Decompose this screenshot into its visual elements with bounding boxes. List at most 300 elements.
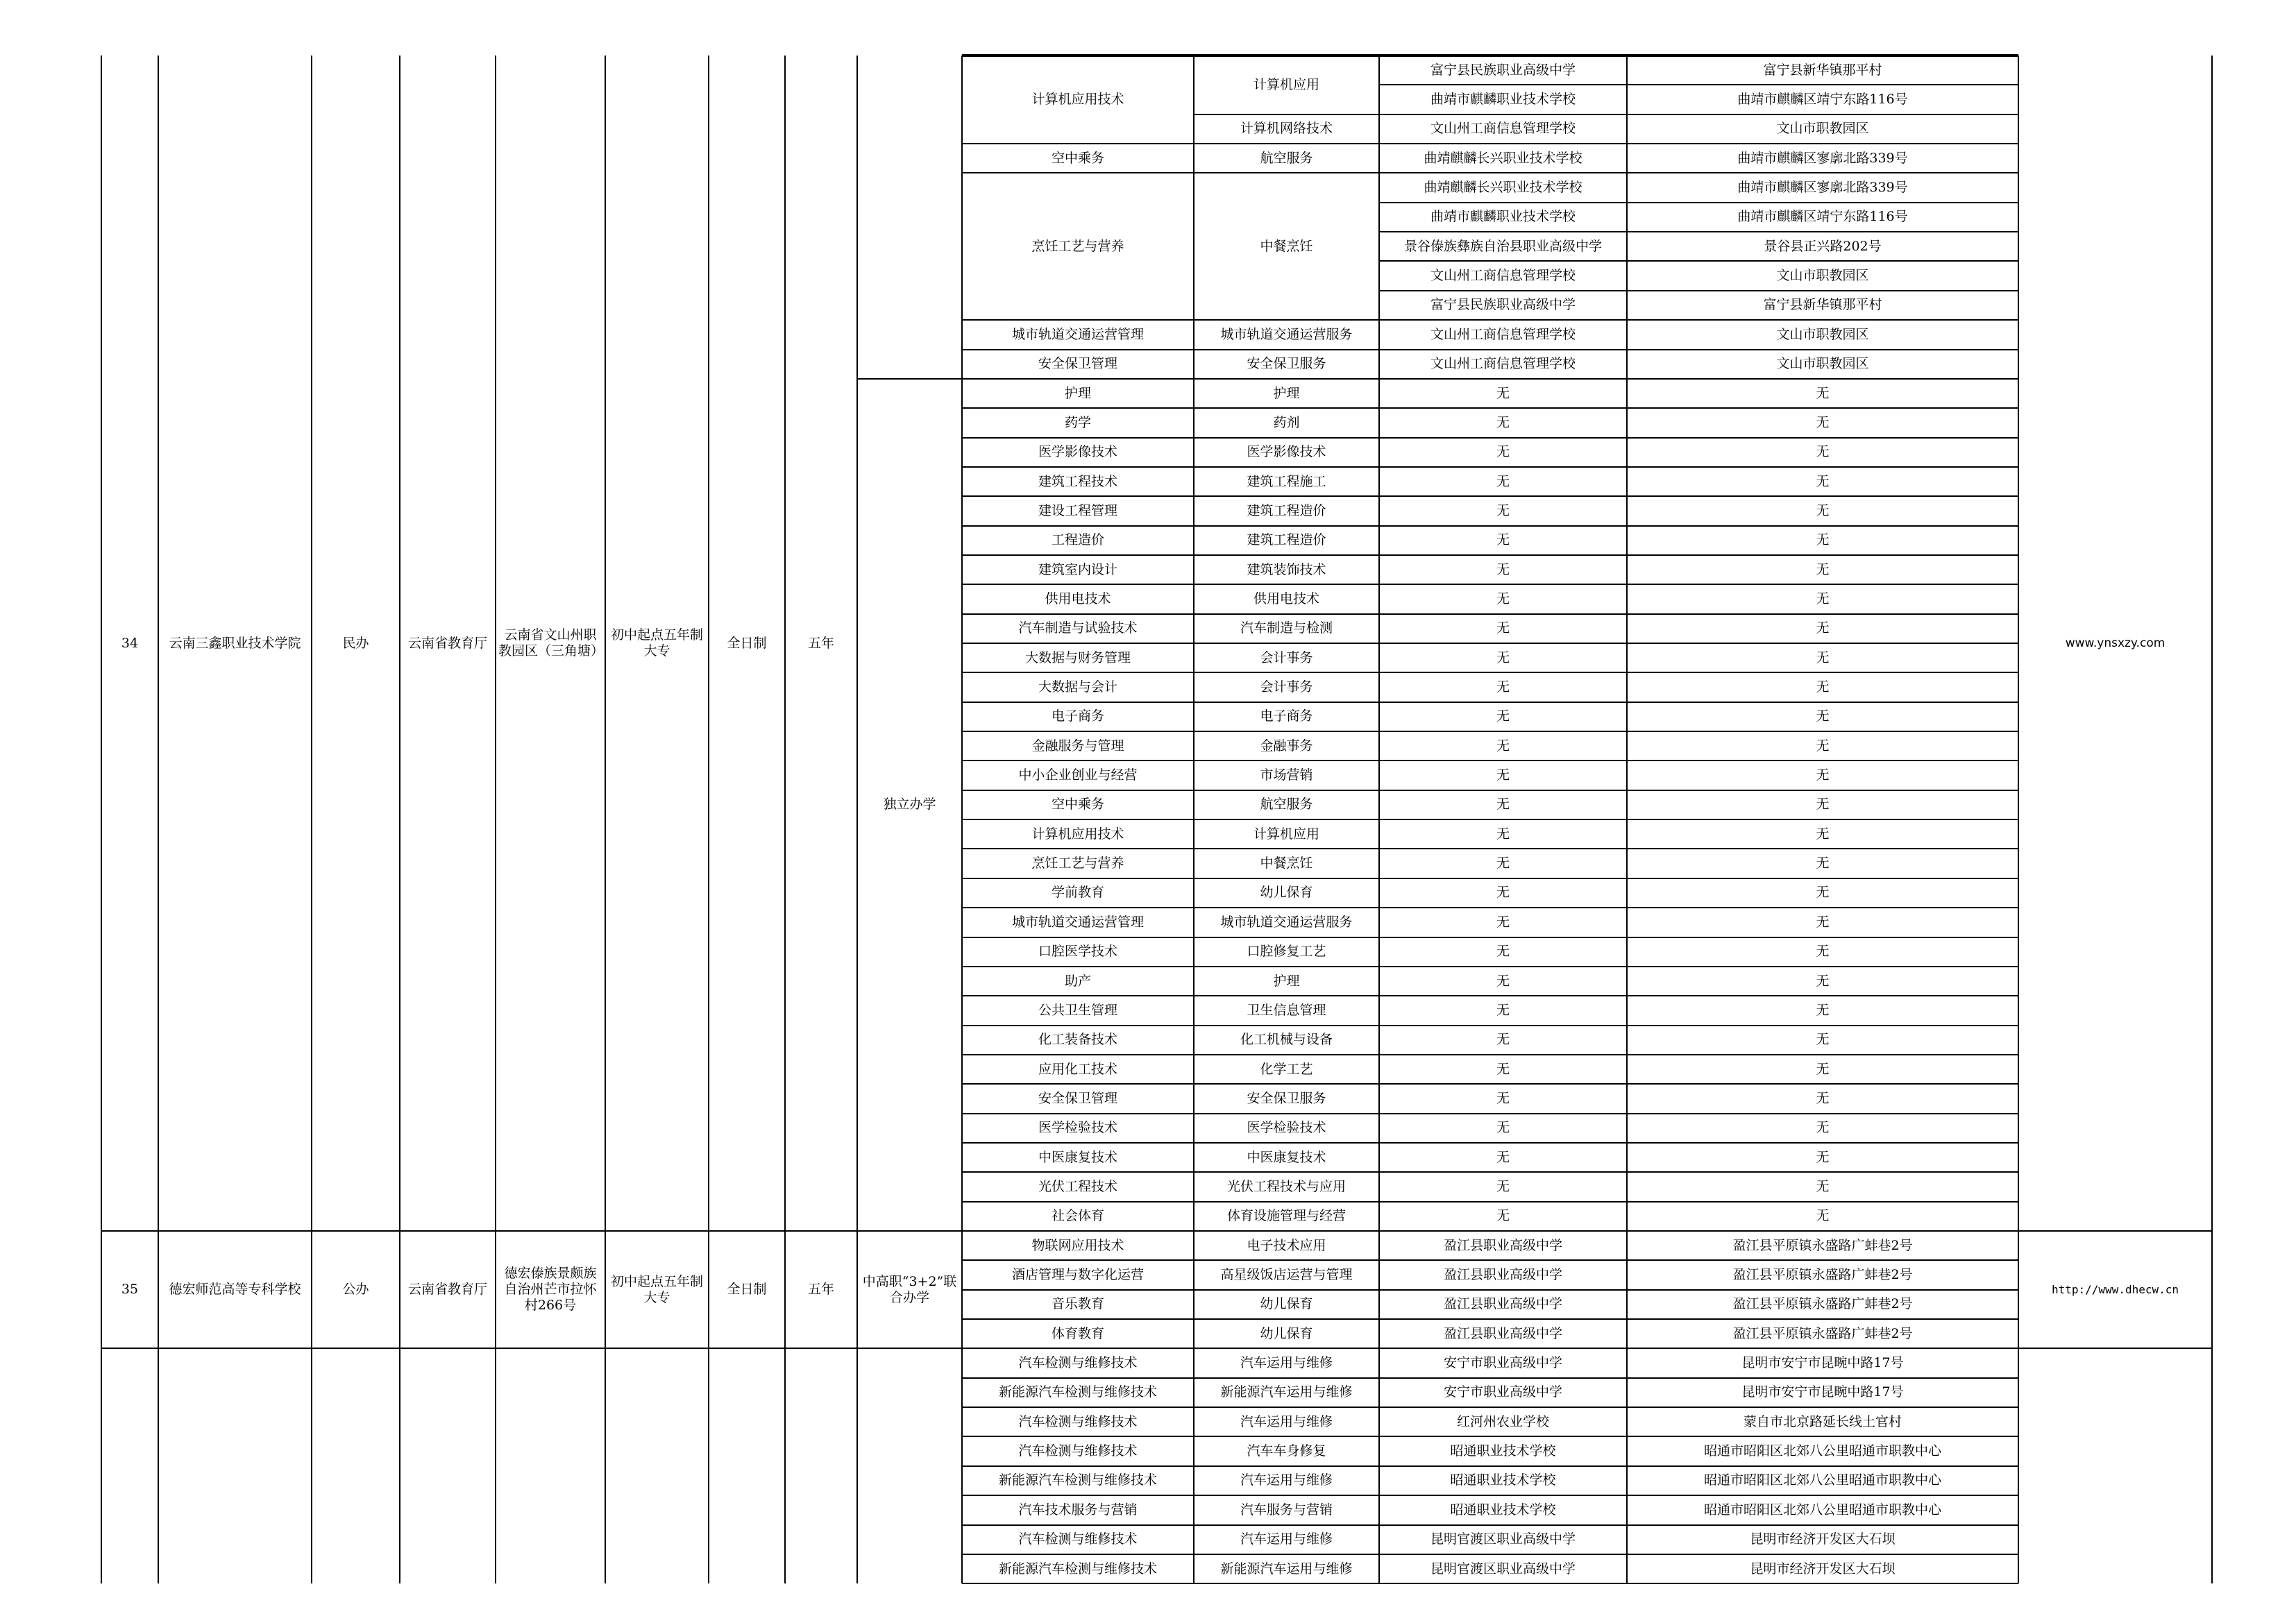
table-rule xyxy=(1626,56,1628,1583)
partner-address-cell: 无 xyxy=(1816,1061,1830,1077)
table-rule xyxy=(1379,1348,2018,1349)
major-cell: 空中乘务 xyxy=(1051,797,1104,813)
table-rule xyxy=(962,1524,1194,1526)
partner-school-cell: 无 xyxy=(1496,1178,1510,1194)
partner-address-cell: 无 xyxy=(1816,532,1830,548)
table-rule xyxy=(962,554,1194,556)
table-rule xyxy=(399,56,400,1583)
partner-address-cell: 富宁县新华镇那平村 xyxy=(1763,297,1882,313)
table-rule xyxy=(1379,143,2018,144)
school-mode-cell xyxy=(709,1348,785,1583)
secondary-major-cell: 中餐烹饪 xyxy=(1260,856,1313,872)
table-rule xyxy=(1379,1201,2018,1203)
major-cell: 学前教育 xyxy=(1051,885,1104,901)
table-rule xyxy=(1379,319,2018,321)
table-rule xyxy=(962,702,1194,703)
table-rule xyxy=(962,966,1194,967)
school-level-cell: 初中起点五年制大专 xyxy=(610,1273,703,1305)
partner-address-cell: 文山市职教园区 xyxy=(1776,268,1869,284)
secondary-major-cell: 新能源汽车运用与维修 xyxy=(1220,1384,1353,1400)
secondary-major-cell: 幼儿保育 xyxy=(1260,885,1313,901)
table-rule xyxy=(1194,114,1379,115)
table-rule xyxy=(962,1201,1194,1203)
secondary-major-cell: 体育设施管理与经营 xyxy=(1226,1208,1346,1224)
partner-address-cell: 无 xyxy=(1816,1002,1830,1018)
secondary-major-cell: 建筑工程造价 xyxy=(1247,532,1326,548)
major-cell: 光伏工程技术 xyxy=(1038,1178,1117,1194)
secondary-major-cell: 新能源汽车运用与维修 xyxy=(1220,1561,1353,1577)
secondary-major-cell: 市场营销 xyxy=(1260,767,1313,783)
table-rule xyxy=(962,1259,1194,1261)
table-rule xyxy=(961,56,963,1583)
major-cell: 中小企业创业与经营 xyxy=(1018,767,1138,783)
table-rule xyxy=(962,319,1194,321)
table-rule xyxy=(1194,378,1379,380)
table-rule xyxy=(962,1554,1194,1555)
table-rule xyxy=(1378,56,1381,1583)
secondary-major-cell: 城市轨道交通运营服务 xyxy=(1220,914,1353,930)
major-cell: 安全保卫管理 xyxy=(1038,1090,1117,1106)
table-rule xyxy=(101,1348,962,1349)
partner-school-cell: 无 xyxy=(1496,826,1510,842)
partner-address-cell: 无 xyxy=(1816,797,1830,813)
major-cell: 新能源汽车检测与维修技术 xyxy=(998,1472,1157,1488)
partner-school-cell: 无 xyxy=(1496,1149,1510,1165)
secondary-major-cell: 建筑工程施工 xyxy=(1247,473,1326,489)
table-rule xyxy=(962,378,1194,380)
partner-address-cell: 无 xyxy=(1816,1208,1830,1224)
table-rule xyxy=(1194,172,1379,173)
secondary-major-cell: 医学影像技术 xyxy=(1247,444,1326,460)
table-rule xyxy=(1379,878,2018,879)
table-rule xyxy=(1194,848,1379,849)
table-rule xyxy=(962,1054,1194,1055)
partner-school-cell: 无 xyxy=(1496,708,1510,724)
table-rule xyxy=(962,907,1194,908)
cooperation-mode-cell: 中高职“3+2”联合办学 xyxy=(862,1273,957,1305)
table-rule xyxy=(1194,878,1379,879)
school-website-cell xyxy=(2018,1348,2212,1583)
partner-address-cell: 曲靖市麒麟区寥廓北路339号 xyxy=(1737,180,1908,196)
school-no-cell: 34 xyxy=(121,635,139,651)
partner-address-cell: 无 xyxy=(1816,885,1830,901)
table-rule xyxy=(1194,1054,1379,1055)
table-rule xyxy=(1194,1201,1379,1203)
partner-school-cell: 安宁市职业高级中学 xyxy=(1443,1355,1562,1371)
secondary-major-cell: 安全保卫服务 xyxy=(1247,356,1326,372)
table-rule xyxy=(962,760,1194,761)
table-rule xyxy=(1194,1142,1379,1144)
school-name-cell xyxy=(158,1348,312,1583)
table-rule xyxy=(1194,1377,1379,1379)
major-cell: 金融服务与管理 xyxy=(1031,738,1124,754)
major-cell: 公共卫生管理 xyxy=(1038,1002,1117,1018)
partner-school-cell: 盈江县职业高级中学 xyxy=(1443,1267,1562,1283)
table-rule xyxy=(962,613,1194,615)
table-rule xyxy=(1379,1230,2018,1232)
school-no-cell xyxy=(101,1348,158,1583)
major-cell: 城市轨道交通运营管理 xyxy=(1011,326,1144,342)
table-rule xyxy=(1379,790,2018,791)
secondary-major-cell: 口腔修复工艺 xyxy=(1247,944,1326,960)
secondary-major-cell: 会计事务 xyxy=(1260,649,1313,665)
table-rule xyxy=(962,731,1194,732)
secondary-major-cell: 航空服务 xyxy=(1260,797,1313,813)
major-cell: 化工装备技术 xyxy=(1038,1032,1117,1048)
table-rule xyxy=(1379,702,2018,703)
partner-address-cell: 无 xyxy=(1816,1120,1830,1136)
table-rule xyxy=(1194,1554,1379,1555)
table-rule xyxy=(1194,466,1379,468)
table-rule xyxy=(1379,819,2018,820)
table-rule xyxy=(311,56,312,1583)
partner-school-cell: 无 xyxy=(1496,444,1510,460)
secondary-major-cell: 建筑工程造价 xyxy=(1247,502,1326,518)
table-rule xyxy=(2211,56,2213,1583)
major-cell: 大数据与财务管理 xyxy=(1024,649,1131,665)
secondary-major-cell: 汽车车身修复 xyxy=(1247,1443,1326,1459)
school-no-cell: 35 xyxy=(121,1282,139,1298)
school-authority-cell: 云南省教育厅 xyxy=(407,1282,487,1298)
school-name-cell: 德宏师范高等专科学校 xyxy=(169,1282,301,1298)
major-cell: 新能源汽车检测与维修技术 xyxy=(998,1384,1157,1400)
partner-address-cell: 无 xyxy=(1816,1090,1830,1106)
partner-school-cell: 无 xyxy=(1496,914,1510,930)
cooperation-mode-cell xyxy=(857,56,962,379)
major-cell: 建筑工程技术 xyxy=(1038,473,1117,489)
table-rule xyxy=(962,584,1194,585)
major-cell: 汽车检测与维修技术 xyxy=(1018,1355,1138,1371)
partner-school-cell: 昆明官渡区职业高级中学 xyxy=(1430,1561,1576,1577)
table-rule xyxy=(962,1171,1194,1173)
school-address-cell: 云南省文山州职教园区（三角塘） xyxy=(498,627,605,658)
partner-school-cell: 无 xyxy=(1496,502,1510,518)
partner-address-cell: 无 xyxy=(1816,444,1830,460)
table-rule xyxy=(1379,1083,2018,1085)
table-rule xyxy=(962,525,1194,527)
table-rule xyxy=(962,672,1194,673)
partner-school-cell: 安宁市职业高级中学 xyxy=(1443,1384,1562,1400)
school-duration-cell: 五年 xyxy=(807,635,834,651)
partner-address-cell: 无 xyxy=(1816,679,1830,695)
secondary-major-cell: 中餐烹饪 xyxy=(1260,238,1313,254)
partner-school-cell: 盈江县职业高级中学 xyxy=(1443,1325,1562,1341)
table-rule xyxy=(1379,1142,2018,1144)
table-rule xyxy=(1379,1171,2018,1173)
table-rule xyxy=(1379,1495,2018,1496)
table-rule xyxy=(1379,995,2018,996)
partner-address-cell: 昭通市昭阳区北郊八公里昭通市职教中心 xyxy=(1703,1502,1941,1518)
partner-school-cell: 文山州工商信息管理学校 xyxy=(1430,121,1576,137)
major-cell: 音乐教育 xyxy=(1051,1296,1104,1312)
table-rule xyxy=(1379,349,2018,350)
table-rule xyxy=(962,437,1194,439)
partner-address-cell: 无 xyxy=(1816,473,1830,489)
partner-school-cell: 无 xyxy=(1496,590,1510,606)
school-mode-cell: 全日制 xyxy=(727,635,767,651)
secondary-major-cell: 汽车运用与维修 xyxy=(1240,1355,1333,1371)
table-rule xyxy=(962,643,1194,644)
table-rule xyxy=(1379,672,2018,673)
major-cell: 建筑室内设计 xyxy=(1038,561,1117,577)
table-rule xyxy=(962,819,1194,820)
table-rule xyxy=(1194,1348,1379,1349)
partner-address-cell: 无 xyxy=(1816,1032,1830,1048)
major-cell: 体育教育 xyxy=(1051,1325,1104,1341)
table-rule xyxy=(1194,995,1379,996)
table-rule xyxy=(1379,172,2018,173)
table-rule xyxy=(1194,1171,1379,1173)
table-rule xyxy=(1379,1377,2018,1379)
school-duration-cell xyxy=(785,1348,857,1583)
major-cell: 大数据与会计 xyxy=(1038,679,1117,695)
table-rule xyxy=(962,878,1194,879)
partner-school-cell: 红河州农业学校 xyxy=(1456,1413,1549,1429)
partner-school-cell: 无 xyxy=(1496,1208,1510,1224)
secondary-major-cell: 城市轨道交通运营服务 xyxy=(1220,326,1353,342)
secondary-major-cell: 药剂 xyxy=(1273,414,1300,430)
table-rule xyxy=(962,407,1194,409)
table-rule xyxy=(1379,1113,2018,1114)
partner-address-cell: 无 xyxy=(1816,385,1830,401)
table-rule xyxy=(1379,1465,2018,1467)
partner-address-cell: 无 xyxy=(1816,561,1830,577)
table-rule xyxy=(962,1318,1194,1320)
partner-address-cell: 盈江县平原镇永盛路广蚌巷2号 xyxy=(1732,1296,1913,1312)
table-rule xyxy=(1194,937,1379,938)
major-cell: 建设工程管理 xyxy=(1038,502,1117,518)
partner-school-cell: 文山州工商信息管理学校 xyxy=(1430,326,1576,342)
table-rule xyxy=(1194,554,1379,556)
partner-address-cell: 无 xyxy=(1816,856,1830,872)
table-rule xyxy=(1379,260,2018,262)
school-level-cell xyxy=(605,1348,709,1583)
table-rule xyxy=(1379,1407,2018,1408)
table-rule xyxy=(1194,643,1379,644)
table-rule xyxy=(1194,790,1379,791)
major-cell: 社会体育 xyxy=(1051,1208,1104,1224)
partner-school-cell: 曲靖市麒麟职业技术学校 xyxy=(1430,209,1576,225)
partner-school-cell: 富宁县民族职业高级中学 xyxy=(1430,62,1576,78)
table-rule xyxy=(1194,613,1379,615)
table-rule xyxy=(962,995,1194,996)
table-rule xyxy=(1379,1259,2018,1261)
school-authority-cell xyxy=(400,1348,496,1583)
table-rule xyxy=(962,1025,1194,1026)
partner-school-cell: 文山州工商信息管理学校 xyxy=(1430,356,1576,372)
secondary-major-cell: 卫生信息管理 xyxy=(1247,1002,1326,1018)
partner-school-cell: 无 xyxy=(1496,738,1510,754)
table-rule xyxy=(1379,613,2018,615)
table-rule xyxy=(1379,114,2018,115)
secondary-major-cell: 医学检验技术 xyxy=(1247,1120,1326,1136)
secondary-major-cell: 光伏工程技术与应用 xyxy=(1226,1178,1346,1194)
table-rule xyxy=(1379,643,2018,644)
partner-address-cell: 富宁县新华镇那平村 xyxy=(1763,62,1882,78)
table-rule xyxy=(1379,554,2018,556)
secondary-major-cell: 幼儿保育 xyxy=(1260,1325,1313,1341)
secondary-major-cell: 中医康复技术 xyxy=(1247,1149,1326,1165)
school-address-cell: 德宏傣族景颇族自治州芒市拉怀村266号 xyxy=(504,1266,597,1314)
secondary-major-cell: 计算机网络技术 xyxy=(1240,121,1333,137)
table-rule xyxy=(1194,1025,1379,1026)
school-nature-cell xyxy=(312,1348,400,1583)
table-rule xyxy=(1379,495,2018,497)
partner-school-cell: 无 xyxy=(1496,561,1510,577)
major-cell: 汽车制造与试验技术 xyxy=(1018,620,1138,636)
partner-address-cell: 昭通市昭阳区北郊八公里昭通市职教中心 xyxy=(1703,1443,1941,1459)
partner-school-cell: 无 xyxy=(1496,797,1510,813)
major-cell: 安全保卫管理 xyxy=(1038,356,1117,372)
table-rule xyxy=(962,143,1194,144)
secondary-major-cell: 金融事务 xyxy=(1260,738,1313,754)
major-cell: 计算机应用技术 xyxy=(1031,92,1124,108)
table-rule xyxy=(1194,966,1379,967)
table-rule xyxy=(1379,848,2018,849)
table-rule xyxy=(1379,202,2018,203)
partner-school-cell: 无 xyxy=(1496,767,1510,783)
partner-school-cell: 无 xyxy=(1496,885,1510,901)
partner-school-cell: 曲靖麒麟长兴职业技术学校 xyxy=(1424,150,1582,166)
table-rule xyxy=(1379,378,2018,380)
partner-school-cell: 昭通职业技术学校 xyxy=(1450,1502,1556,1518)
major-cell: 新能源汽车检测与维修技术 xyxy=(998,1561,1157,1577)
partner-address-cell: 无 xyxy=(1816,738,1830,754)
secondary-major-cell: 计算机应用 xyxy=(1253,826,1319,842)
major-cell: 医学检验技术 xyxy=(1038,1120,1117,1136)
table-rule xyxy=(1379,731,2018,732)
partner-address-cell: 曲靖市麒麟区靖宁东路116号 xyxy=(1737,209,1908,225)
table-rule xyxy=(1194,731,1379,732)
partner-school-cell: 无 xyxy=(1496,532,1510,548)
table-rule xyxy=(2018,1230,2212,1232)
table-rule xyxy=(1194,349,1379,350)
secondary-major-cell: 汽车运用与维修 xyxy=(1240,1472,1333,1488)
table-rule xyxy=(962,937,1194,938)
partner-school-cell: 文山州工商信息管理学校 xyxy=(1430,268,1576,284)
school-name-cell: 云南三鑫职业技术学院 xyxy=(169,635,301,651)
table-rule xyxy=(856,56,858,1583)
table-rule xyxy=(1194,702,1379,703)
secondary-major-cell: 幼儿保育 xyxy=(1260,1296,1313,1312)
secondary-major-cell: 汽车运用与维修 xyxy=(1240,1413,1333,1429)
table-rule xyxy=(962,1230,1194,1232)
table-rule xyxy=(1194,760,1379,761)
table-rule xyxy=(1379,584,2018,585)
major-cell: 口腔医学技术 xyxy=(1038,944,1117,960)
major-cell: 应用化工技术 xyxy=(1038,1061,1117,1077)
table-rule xyxy=(1379,437,2018,439)
table-rule xyxy=(962,1083,1194,1085)
table-rule xyxy=(1379,290,2018,291)
table-rule xyxy=(605,56,606,1583)
table-rule xyxy=(962,172,1194,173)
partner-address-cell: 昆明市经济开发区大石坝 xyxy=(1750,1531,1896,1547)
secondary-major-cell: 汽车服务与营销 xyxy=(1240,1502,1333,1518)
major-cell: 护理 xyxy=(1064,385,1091,401)
table-rule xyxy=(962,1495,1194,1496)
major-cell: 汽车检测与维修技术 xyxy=(1018,1443,1138,1459)
partner-address-cell: 无 xyxy=(1816,973,1830,989)
partner-school-cell: 昭通职业技术学校 xyxy=(1450,1472,1556,1488)
secondary-major-cell: 护理 xyxy=(1273,385,1300,401)
major-cell: 汽车检测与维修技术 xyxy=(1018,1531,1138,1547)
table-rule xyxy=(101,1230,962,1232)
school-address-cell xyxy=(496,1348,605,1583)
table-rule xyxy=(1194,319,1379,321)
table-rule xyxy=(1379,907,2018,908)
partner-school-cell: 无 xyxy=(1496,1061,1510,1077)
table-rule xyxy=(1379,966,2018,967)
partner-address-cell: 景谷县正兴路202号 xyxy=(1764,238,1882,254)
secondary-major-cell: 护理 xyxy=(1273,973,1300,989)
partner-school-cell: 无 xyxy=(1496,856,1510,872)
table-rule xyxy=(1194,1289,1379,1291)
partner-address-cell: 文山市职教园区 xyxy=(1776,121,1869,137)
partner-address-cell: 无 xyxy=(1816,649,1830,665)
table-rule xyxy=(1194,1259,1379,1261)
school-website-cell: www.ynsxzy.com xyxy=(2065,636,2166,650)
partner-school-cell: 无 xyxy=(1496,385,1510,401)
table-rule xyxy=(1194,584,1379,585)
major-cell: 电子商务 xyxy=(1051,708,1104,724)
partner-address-cell: 文山市职教园区 xyxy=(1776,356,1869,372)
table-rule xyxy=(1379,466,2018,468)
partner-school-cell: 无 xyxy=(1496,414,1510,430)
partner-address-cell: 蒙自市北京路延长线土官村 xyxy=(1743,1413,1902,1429)
table-rule xyxy=(962,1583,1194,1584)
partner-school-cell: 无 xyxy=(1496,1002,1510,1018)
partner-address-cell: 盈江县平原镇永盛路广蚌巷2号 xyxy=(1732,1237,1913,1253)
table-rule xyxy=(1194,437,1379,439)
partner-address-cell: 昆明市安宁市昆畹中路17号 xyxy=(1741,1384,1904,1400)
partner-school-cell: 无 xyxy=(1496,1090,1510,1106)
table-rule xyxy=(857,1230,962,1232)
partner-school-cell: 景谷傣族彝族自治县职业高级中学 xyxy=(1403,238,1602,254)
partner-address-cell: 昆明市经济开发区大石坝 xyxy=(1750,1561,1896,1577)
table-rule xyxy=(1194,1230,1379,1232)
major-cell: 汽车技术服务与营销 xyxy=(1018,1502,1138,1518)
partner-school-cell: 盈江县职业高级中学 xyxy=(1443,1237,1562,1253)
partner-address-cell: 无 xyxy=(1816,708,1830,724)
table-rule xyxy=(784,56,786,1583)
table-rule xyxy=(857,378,962,380)
partner-school-cell: 无 xyxy=(1496,1032,1510,1048)
secondary-major-cell: 计算机应用 xyxy=(1253,76,1319,92)
partner-school-cell: 昭通职业技术学校 xyxy=(1450,1443,1556,1459)
table-rule xyxy=(1194,1407,1379,1408)
secondary-major-cell: 化工机械与设备 xyxy=(1240,1032,1333,1048)
major-cell: 助产 xyxy=(1064,973,1091,989)
partner-school-cell: 富宁县民族职业高级中学 xyxy=(1430,297,1576,313)
partner-address-cell: 曲靖市麒麟区靖宁东路116号 xyxy=(1737,92,1908,108)
table-rule xyxy=(1194,407,1379,409)
table-rule xyxy=(1194,819,1379,820)
secondary-major-cell: 电子技术应用 xyxy=(1247,1237,1326,1253)
table-rule xyxy=(495,56,496,1583)
table-rule xyxy=(1379,231,2018,232)
partner-address-cell: 盈江县平原镇永盛路广蚌巷2号 xyxy=(1732,1325,1913,1341)
partner-school-cell: 无 xyxy=(1496,473,1510,489)
partner-school-cell: 无 xyxy=(1496,944,1510,960)
partner-address-cell: 昭通市昭阳区北郊八公里昭通市职教中心 xyxy=(1703,1472,1941,1488)
major-cell: 工程造价 xyxy=(1051,532,1104,548)
cooperation-mode-cell: 独立办学 xyxy=(883,797,936,813)
secondary-major-cell: 航空服务 xyxy=(1260,150,1313,166)
table-rule xyxy=(1379,760,2018,761)
table-rule xyxy=(1194,907,1379,908)
table-rule xyxy=(962,349,1194,350)
